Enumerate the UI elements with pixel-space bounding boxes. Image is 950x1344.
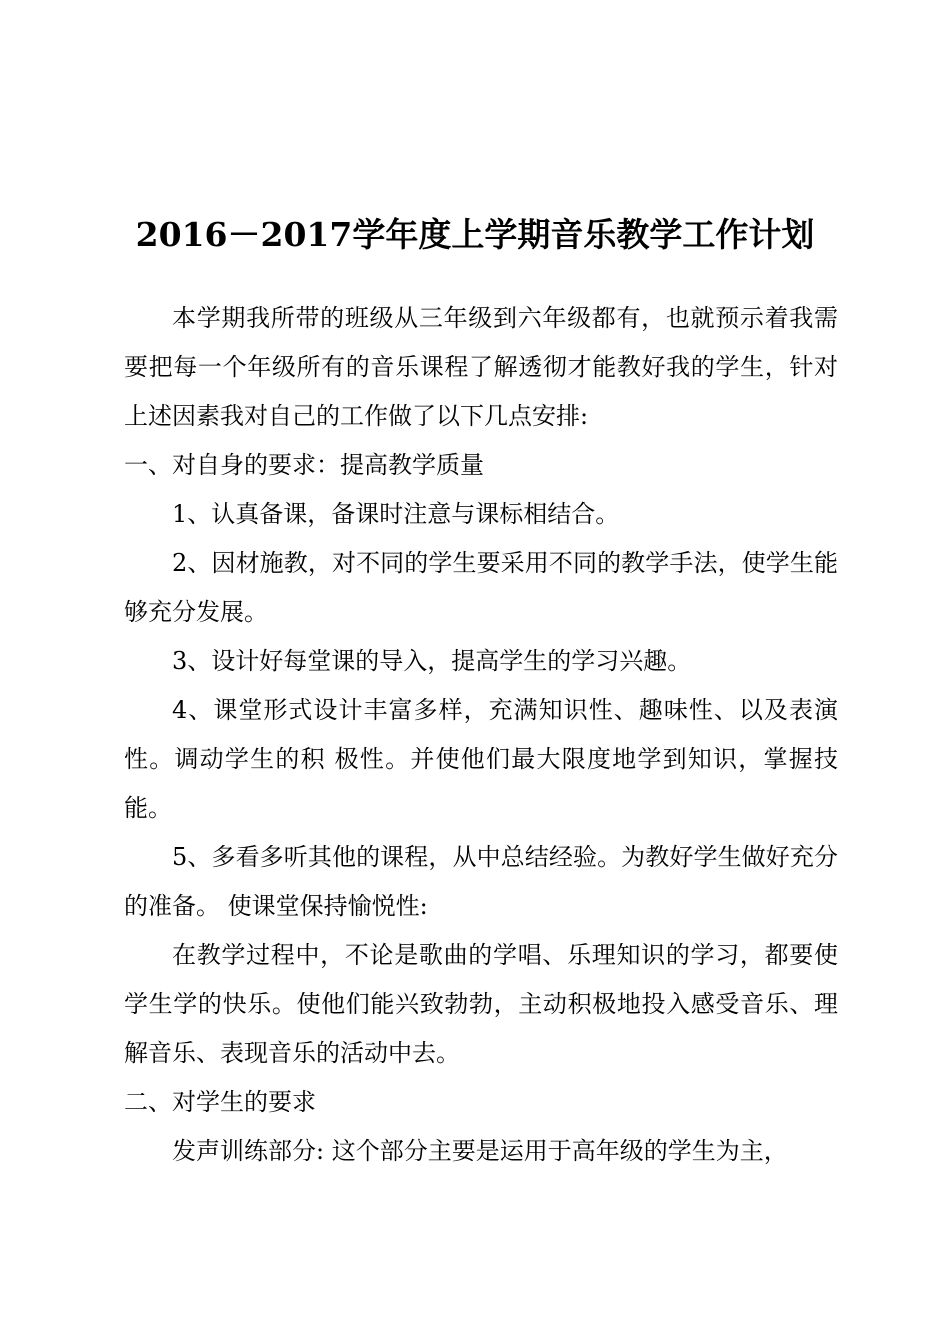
list-item-4: 4、课堂形式设计丰富多样，充满知识性、趣味性、以及表演性。调动学生的积 极性。并使他们最大限度地学到知识，掌握技能。	[124, 696, 838, 822]
list-item-2: 2、因材施教，对不同的学生要采用不同的教学手法，使学生能够充分发展。	[124, 549, 838, 626]
list-item-1: 1、认真备课，备课时注意与课标相结合。	[172, 500, 620, 528]
body-paragraph-vocal-training: 发声训练部分: 这个部分主要是运用于高年级的学生为主，	[172, 1137, 788, 1165]
list-item-3: 3、设计好每堂课的导入，提高学生的学习兴趣。	[172, 647, 692, 675]
document-title: 2016－2017学年度上学期音乐教学工作计划	[135, 215, 815, 255]
list-item-5: 5、多看多听其他的课程，从中总结经验。为教好学生做好充分的准备。 使课堂保持愉悦性:	[124, 843, 838, 920]
section-heading-student-requirements: 二、对学生的要求	[124, 1088, 316, 1116]
intro-paragraph: 本学期我所带的班级从三年级到六年级都有，也就预示着我需要把每一个年级所有的音乐课程了解透彻才能教好我的学生，针对上述因素我对自己的工作做了以下几点安排:	[124, 304, 838, 430]
document-body	[124, 294, 838, 1176]
section-heading-self-requirements: 一、对自身的要求：提高教学质量	[124, 451, 484, 479]
body-paragraph: 在教学过程中，不论是歌曲的学唱、乐理知识的学习，都要使学生学的快乐。使他们能兴致勃勃，主动积极地投入感受音乐、理解音乐、表现音乐的活动中去。	[124, 941, 838, 1067]
